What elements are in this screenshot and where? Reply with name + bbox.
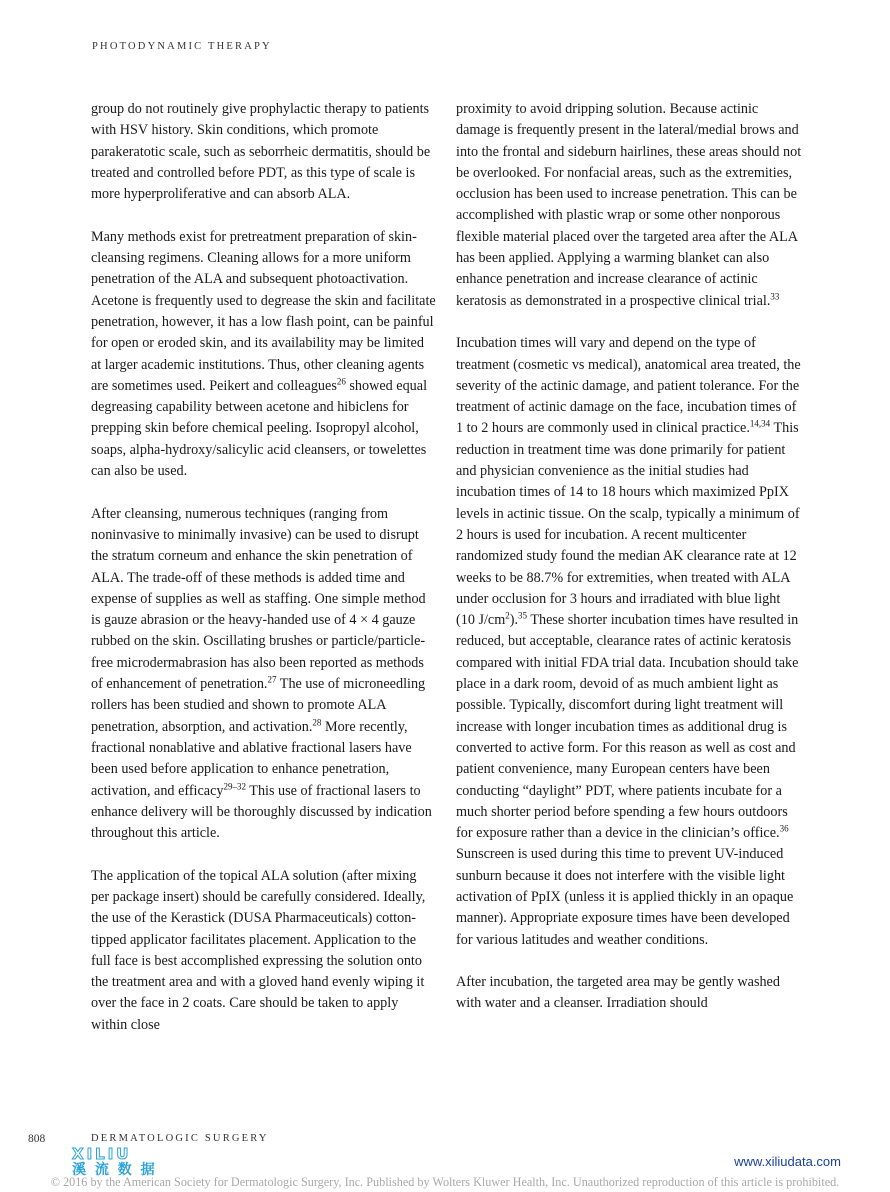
text-run: Many methods exist for pretreatment preparation of skin-cleansing regimens. Cleaning allows for a more uniform penetration of the ALA and subsequent photoactivation. Acetone is frequently used to degrease the skin and facilitate penetration, however, it has a low flash point, can be painful for open or eroded skin, and its availability may be limited at larger academic institutions. Thus, other cleaning agents are sometimes used. Peikert and colleagues (91, 228, 436, 394)
running-head: PHOTODYNAMIC THERAPY (92, 41, 272, 52)
paragraph (456, 99, 802, 312)
text-run: This use of fractional lasers to enhance delivery will be thoroughly discussed by indication throughout this article. (91, 782, 432, 842)
page-number: 808 (28, 1133, 46, 1145)
page-footer (0, 1133, 890, 1192)
journal-name: DERMATOLOGIC SURGERY (91, 1133, 269, 1144)
left-column (91, 99, 436, 1036)
citation: 35 (518, 610, 528, 621)
text-run: Sunscreen is used during this time to prevent UV-induced sunburn because it does not interfere with the visible light activation of PpIX (unless it is applied thickly in an opaque manner). Appropriate exposure times have been developed for various latitudes and weather conditions. (456, 846, 794, 948)
citation: 26 (336, 376, 346, 387)
text-run: After cleansing, numerous techniques (ranging from noninvasive to minimally invasive) can be used to disrupt the stratum corneum and enhance the skin penetration of ALA. The trade-off of these methods is added time and expense of supplies as well as staffing. One simple method is gauze abrasion or the heavy-handed use of 4 × 4 gauze rubbed on the skin. Oscillating brushes or particle/particle-free microdermabrasion has also been reported as methods of enhancement of penetration. (91, 505, 426, 693)
paragraph (91, 504, 436, 845)
citation: 27 (267, 674, 277, 685)
citation: 28 (312, 716, 322, 727)
citation: 14,34 (749, 418, 771, 429)
text-run: ). (509, 612, 519, 629)
right-column (456, 99, 802, 1015)
citation: 33 (770, 290, 780, 301)
site-url-link[interactable]: www.xiliudata.com (734, 1154, 841, 1169)
citation: 36 (779, 823, 789, 834)
paragraph (456, 333, 802, 951)
paragraph (91, 227, 436, 483)
text-run: This reduction in treatment time was done primarily for patient and physician convenience as the initial studies had incubation times of 14 to 18 hours which maximized PpIX levels in actinic tissue. On the scalp, typically a minimum of 2 hours is used for incubation. A recent multicenter randomized study found the median AK clearance rate at 12 weeks to be 88.7% for extremities, when treated with ALA under occlusion for 3 hours and irradiated with blue light (10 J/cm (456, 420, 800, 629)
citation: 29–32 (223, 780, 246, 791)
unit-exponent: 2 (505, 610, 510, 621)
text-run: The use of microneedling rollers has been studied and shown to promote ALA penetration, absorption, and activation. (91, 676, 426, 735)
paragraph: After incubation, the targeted area may be gently washed with water and a cleanser. Irradiation should (456, 974, 780, 1012)
copyright-notice: © 2016 by the American Society for Dermatologic Surgery, Inc. Published by Wolters Kluwer Health, Inc. Unauthorized reproduction of this article is prohibited. (50, 1175, 840, 1189)
paragraph: group do not routinely give prophylactic therapy to patients with HSV history. Skin conditions, which promote parakeratotic scale, such as seborrheic dermatitis, should be treated and controlled before PDT, as this type of scale is more hyperproliferative and can absorb ALA. (91, 101, 431, 203)
logo-latin-text: XILIU (72, 1145, 132, 1163)
text-run: proximity to avoid dripping solution. Because actinic damage is frequently present in the lateral/medial brows and into the frontal and sideburn hairlines, these areas should not be overlooked. For nonfacial areas, such as the extremities, occlusion has been used to increase penetration. This can be accomplished with plastic wrap or some other nonporous flexible material placed over the targeted area after the ALA has been applied. Applying a warming blanket can also enhance penetration and increase clearance of actinic keratosis as demonstrated in a prospective clinical trial. (456, 101, 802, 309)
text-run: These shorter incubation times have resulted in reduced, but acceptable, clearance rates of actinic keratosis compared with initial FDA trial data. Incubation should take place in a dark room, devoid of as much ambient light as possible. Typically, discomfort during light treatment will increase with longer incubation times as additional drug is converted to active form. For this reason as well as cost and patient convenience, many European centers have been conducting “daylight” PDT, where patients incubate for a much shorter period before spending a few hours outdoors for exposure rather than a device in the clinician’s office. (456, 612, 799, 842)
logo-cjk-text: 溪 流 数 据 (72, 1162, 157, 1178)
text-run: showed equal degreasing capability between acetone and hibiclens for prepping skin before chemical peeling. Isopropyl alcohol, soaps, alpha-hydroxy/salicylic acid cleansers, or towelettes can also be used. (91, 377, 428, 480)
text-run: More recently, fractional nonablative and ablative fractional lasers have been used before application to enhance penetration, activation, and efficacy (91, 718, 412, 799)
text-run: Incubation times will vary and depend on the type of treatment (cosmetic vs medical), anatomical area treated, the severity of the actinic damage, and patient tolerance. For the treatment of actinic damage on the face, incubation times of 1 to 2 hours are commonly used in clinical practice. (456, 335, 801, 437)
paragraph: The application of the topical ALA solution (after mixing per package insert) should be carefully considered. Ideally, the use of the Kerastick (DUSA Pharmaceuticals) cotton-tipped applicator facilitates placement. Application to the full face is best accomplished expressing the solution onto the treatment area and with a gloved hand evenly wiping it over the face in 2 coats. Care should be taken to apply within close (91, 867, 426, 1033)
